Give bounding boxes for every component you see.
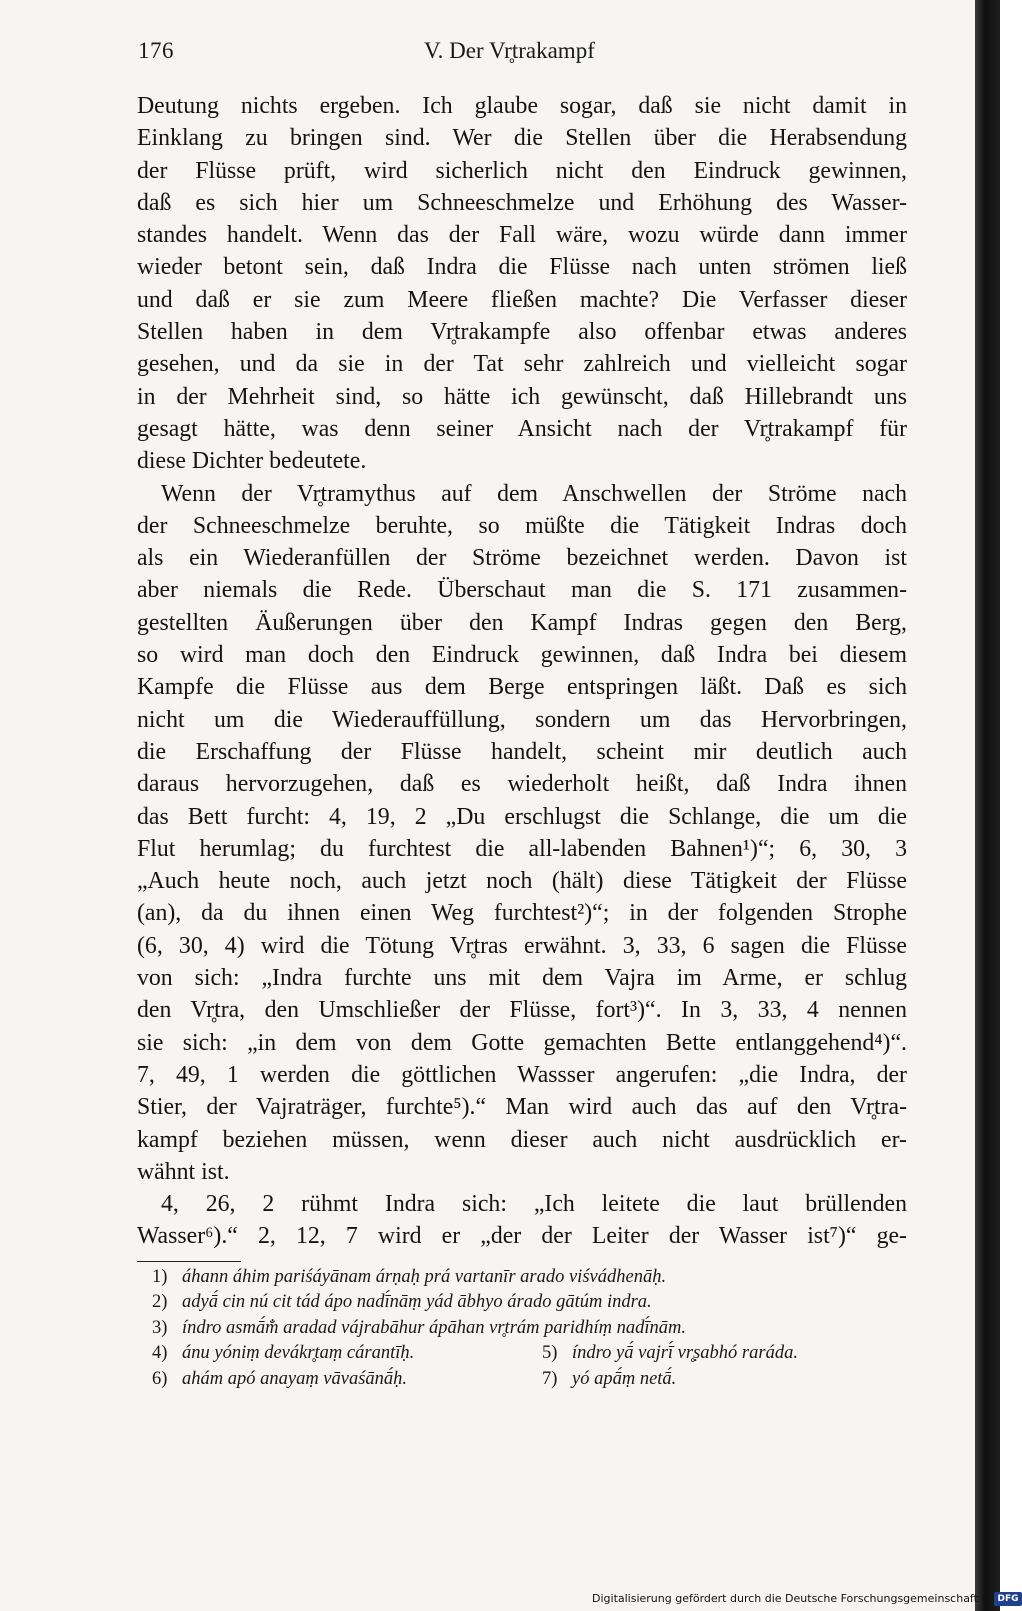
text-line: (an), da du ihnen einen Weg furchtest²)“; in der folgenden Strophe: [137, 900, 907, 927]
footnote-text: ánu yóniṃ devákr̥taṃ cárantīḥ.: [182, 1343, 415, 1364]
digitization-footer: [592, 1588, 1022, 1606]
text-line: von sich: „Indra furchte uns mit dem Vajra im Arme, er schlug: [137, 965, 907, 992]
text-line: wieder betont sein, daß Indra die Flüsse nach unten strömen ließ: [137, 254, 907, 281]
footnote-second: [542, 1367, 676, 1392]
footnote-mark: 6): [152, 1368, 168, 1389]
text-line: die Erschaffung der Flüsse handelt, scheint mir deutlich auch: [137, 738, 907, 765]
footnote-row: [152, 1290, 912, 1315]
text-line: diese Dichter bedeutete.: [137, 448, 367, 475]
text-line: Deutung nichts ergeben. Ich glaube sogar, daß sie nicht damit in: [137, 93, 907, 119]
text-line: daß es sich hier um Schneeschmelze und Erhöhung des Wasser-: [137, 189, 907, 216]
footnote-row: [152, 1341, 912, 1366]
page-header: [0, 38, 975, 72]
text-line: in der Mehrheit sind, so hätte ich gewünscht, daß Hillebrandt uns: [137, 383, 907, 410]
footnote-text: yó apā́ṃ netā́.: [572, 1368, 677, 1389]
footnote-row: [152, 1367, 912, 1392]
footnote-text: índro asmā́m̐ aradad vájrabāhur ápāhan vr̥trám paridhíṃ nadī́nām.: [182, 1317, 686, 1338]
text-line: das Bett furcht: 4, 19, 2 „Du erschlugst die Schlange, die um die: [137, 803, 907, 830]
text-line: den Vr̥tra, den Umschließer der Flüsse, fort³)“. In 3, 33, 4 nennen: [137, 997, 907, 1024]
dfg-logo-icon[interactable]: DFG: [994, 1592, 1021, 1606]
footnote-mark: 4): [152, 1343, 168, 1364]
text-line: so wird man doch den Eindruck gewinnen, daß Indra bei diesem: [137, 642, 907, 669]
text-line: Einklang zu bringen sind. Wer die Stellen über die Herabsendung: [137, 125, 907, 152]
text-line: als ein Wiederanfüllen der Ströme bezeichnet werden. Davon ist: [137, 545, 907, 572]
text-line: Stellen haben in dem Vr̥trakampfe also offenbar etwas anderes: [137, 319, 907, 346]
text-line: standes handelt. Wenn das der Fall wäre, wozu würde dann immer: [137, 222, 907, 249]
footnote-row: [152, 1265, 912, 1290]
text-line: Flut herumlag; du furchtest die all-labenden Bahnen¹)“; 6, 30, 3: [137, 835, 907, 862]
text-line: 7, 49, 1 werden die göttlichen Wassser angerufen: „die Indra, der: [137, 1061, 907, 1088]
text-line: sie sich: „in dem von dem Gotte gemachten Bette entlanggehend⁴)“.: [137, 1029, 907, 1056]
footnotes: [152, 1265, 912, 1392]
page-number: 176: [138, 38, 174, 63]
text-line: Wenn der Vr̥tramythus auf dem Anschwellen der Ströme nach: [161, 480, 907, 507]
text-line: kampf beziehen müssen, wenn dieser auch nicht ausdrücklich er-: [137, 1126, 907, 1153]
text-line: daraus hervorzugehen, daß es wiederholt heißt, daß Indra ihnen: [137, 771, 907, 798]
footnote-text: ahám apó anayaṃ vāvaśānā́ḥ.: [182, 1368, 408, 1389]
page-edge-shadow: [975, 0, 1000, 1611]
footnote-text: adyā́ cin nú cit tád ápo nadī́nāṃ yád ābhyo árado gātúm indra.: [182, 1292, 652, 1313]
text-line: und daß er sie zum Meere fließen machte? Die Verfasser dieser: [137, 286, 907, 313]
text-line: (6, 30, 4) wird die Tötung Vr̥tras erwähnt. 3, 33, 6 sagen die Flüsse: [137, 932, 907, 959]
footnote-rule: [137, 1261, 241, 1262]
text-line: aber niemals die Rede. Überschaut man die S. 171 zusammen-: [137, 577, 907, 604]
footnote-text: áhann áhim pariśáyānam árṇaḥ prá vartanīr arado viśvádhenāḥ.: [182, 1267, 667, 1287]
footnote-second: [542, 1341, 798, 1366]
text-line: Stier, der Vajraträger, furchte⁵).“ Man wird auch das auf den Vr̥tra-: [137, 1094, 907, 1121]
text-line: wähnt ist.: [137, 1158, 230, 1185]
text-line: Kampfe die Flüsse aus dem Berge entspringen läßt. Daß es sich: [137, 674, 907, 701]
text-line: gestellten Äußerungen über den Kampf Indras gegen den Berg,: [137, 609, 907, 636]
footnote-mark: 7): [542, 1368, 558, 1389]
text-line: nicht um die Wiederauffüllung, sondern um das Hervorbringen,: [137, 706, 907, 733]
digitization-credit: Digitalisierung gefördert durch die Deutsche Forschungsgemeinschaft -: [592, 1592, 986, 1605]
text-line: der Schneeschmelze beruhte, so müßte die Tätigkeit Indras doch: [137, 512, 907, 539]
text-line: „Auch heute noch, auch jetzt noch (hält) diese Tätigkeit der Flüsse: [137, 868, 907, 895]
text-line: gesagt hätte, was denn seiner Ansicht nach der Vr̥trakampf für: [137, 415, 907, 442]
footnote-text: índro yā́ vajrī́ vr̥ṣabhó raráda.: [572, 1343, 798, 1364]
footnote-mark: 5): [542, 1343, 558, 1364]
text-line: 4, 26, 2 rühmt Indra sich: „Ich leitete die laut brüllenden: [161, 1191, 907, 1218]
running-head: V. Der Vr̥trakampf: [424, 38, 595, 63]
text-line: Wasser⁶).“ 2, 12, 7 wird er „der der Leiter der Wasser ist⁷)“ ge-: [137, 1223, 907, 1250]
footnote-mark: 2): [152, 1292, 168, 1313]
footnote-mark: 3): [152, 1317, 168, 1338]
text-line: gesehen, und da sie in der Tat sehr zahlreich und vielleicht sogar: [137, 351, 907, 378]
footnote-row: [152, 1316, 912, 1341]
text-line: der Flüsse prüft, wird sicherlich nicht den Eindruck gewinnen,: [137, 157, 907, 184]
body-text: [137, 90, 907, 1253]
footnote-mark: 1): [152, 1267, 168, 1287]
